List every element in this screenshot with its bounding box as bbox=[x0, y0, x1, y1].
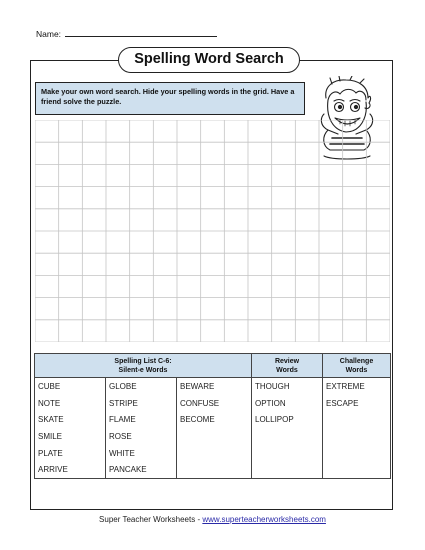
spelling-list-subtitle: Silent-e Words bbox=[118, 366, 168, 374]
footer-link[interactable]: www.superteacherworksheets.com bbox=[202, 515, 326, 524]
word-cell bbox=[177, 461, 252, 478]
table-row bbox=[35, 428, 391, 445]
footer-text: Super Teacher Worksheets - bbox=[99, 515, 203, 524]
word-table-body bbox=[35, 378, 391, 479]
name-blank-line[interactable] bbox=[65, 28, 217, 37]
word-cell: PLATE bbox=[35, 445, 106, 462]
instructions-box: Make your own word search. Hide your spelling words in the grid. Have a friend solve the puzzle. bbox=[35, 82, 305, 115]
word-cell: BEWARE bbox=[177, 378, 252, 395]
page-title: Spelling Word Search bbox=[118, 47, 300, 73]
word-cell: THOUGH bbox=[252, 378, 323, 395]
word-cell bbox=[323, 461, 391, 478]
word-cell bbox=[177, 445, 252, 462]
name-field bbox=[36, 28, 217, 39]
word-cell: ARRIVE bbox=[35, 461, 106, 478]
word-cell: ROSE bbox=[106, 428, 177, 445]
word-cell: CUBE bbox=[35, 378, 106, 395]
word-cell: GLOBE bbox=[106, 378, 177, 395]
word-cell: FLAME bbox=[106, 411, 177, 428]
word-cell: EXTREME bbox=[323, 378, 391, 395]
word-cell: CONFUSE bbox=[177, 395, 252, 412]
word-cell bbox=[323, 411, 391, 428]
word-search-grid bbox=[35, 120, 390, 342]
word-cell bbox=[252, 461, 323, 478]
word-cell: BECOME bbox=[177, 411, 252, 428]
challenge-words-header: Challenge Words bbox=[323, 354, 391, 378]
word-cell bbox=[323, 428, 391, 445]
spelling-list-title: Spelling List C-6: bbox=[114, 357, 172, 365]
word-cell: SKATE bbox=[35, 411, 106, 428]
spelling-list-header bbox=[35, 354, 252, 378]
word-cell: LOLLIPOP bbox=[252, 411, 323, 428]
word-cell: WHITE bbox=[106, 445, 177, 462]
word-cell: OPTION bbox=[252, 395, 323, 412]
spelling-word-table bbox=[34, 353, 391, 479]
word-cell: ESCAPE bbox=[323, 395, 391, 412]
word-cell: PANCAKE bbox=[106, 461, 177, 478]
table-row bbox=[35, 395, 391, 412]
word-cell bbox=[177, 428, 252, 445]
word-cell: SMILE bbox=[35, 428, 106, 445]
word-cell: STRIPE bbox=[106, 395, 177, 412]
word-cell: NOTE bbox=[35, 395, 106, 412]
word-table-header-row bbox=[35, 354, 391, 378]
review-words-header: Review Words bbox=[252, 354, 323, 378]
word-cell bbox=[252, 445, 323, 462]
word-cell bbox=[252, 428, 323, 445]
table-row bbox=[35, 411, 391, 428]
word-cell bbox=[323, 445, 391, 462]
table-row bbox=[35, 378, 391, 395]
name-label: Name: bbox=[36, 29, 62, 39]
table-row bbox=[35, 445, 391, 462]
table-row bbox=[35, 461, 391, 478]
footer bbox=[0, 515, 425, 524]
